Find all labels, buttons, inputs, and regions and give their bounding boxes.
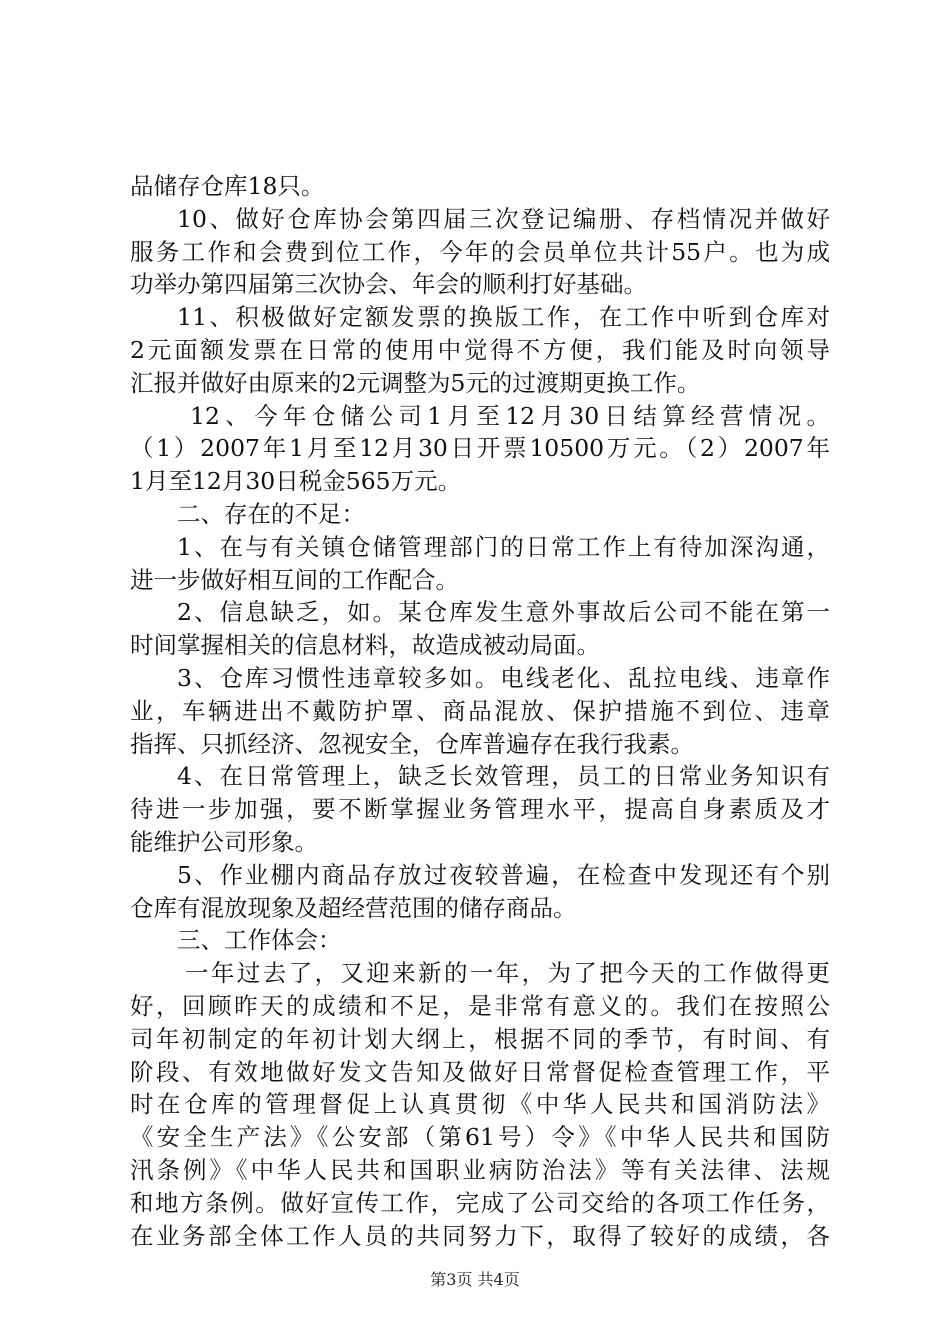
page-number-footer: 第3页 共4页 (430, 1270, 520, 1289)
text-line: 阶段、有效地做好发文告知及做好日常督促检查管理工作，平 (130, 1057, 830, 1086)
text-line: 1月至12月30日税金565万元。 (130, 467, 462, 496)
text-line: 好，回顾昨天的成绩和不足，是非常有意义的。我们在按照公 (130, 991, 830, 1020)
text-line: 功举办第四届第三次协会、年会的顺利打好基础。 (130, 270, 647, 299)
document-body (130, 170, 830, 1252)
text-line: 品储存仓库18只。 (130, 172, 325, 200)
text-line: 一年过去了，又迎来新的一年，为了把今天的工作做得更 (185, 959, 830, 988)
section-heading: 二、存在的不足： (177, 499, 365, 528)
text-line: 2、信息缺乏，如。某仓库发生意外事故后公司不能在第一 (177, 598, 830, 627)
text-line: 汇报并做好由原来的2元调整为5元的过渡期更换工作。 (130, 368, 701, 397)
text-line: 在业务部全体工作人员的共同努力下，取得了较好的成绩，各 (130, 1221, 830, 1250)
text-line: 《安全生产法》《公安部（第61号）令》《中华人民共和国防 (130, 1123, 830, 1152)
text-line: 待进一步加强，要不断掌握业务管理水平，提高自身素质及才 (130, 795, 830, 824)
text-line: 10、做好仓库协会第四届三次登记编册、存档情况并做好 (177, 204, 830, 233)
text-line: 和地方条例。做好宣传工作，完成了公司交给的各项工作任务， (130, 1188, 830, 1217)
text-line: 能维护公司形象。 (130, 827, 318, 856)
text-line: 11、积极做好定额发票的换版工作，在工作中听到仓库对 (177, 303, 830, 332)
text-line: 汛条例》《中华人民共和国职业病防治法》等有关法律、法规 (130, 1155, 830, 1184)
text-line: 5、作业棚内商品存放过夜较普遍，在检查中发现还有个别 (177, 860, 830, 889)
text-line: 12、今年仓储公司1月至12月30日结算经营情况。 (190, 401, 830, 430)
text-line: 1、在与有关镇仓储管理部门的日常工作上有待加深沟通， (177, 532, 830, 561)
text-line: （1）2007年1月至12月30日开票10500万元。（2）2007年 (130, 434, 830, 463)
text-line: 进一步做好相互间的工作配合。 (130, 565, 459, 594)
text-line: 仓库有混放现象及超经营范围的储存商品。 (130, 893, 577, 922)
section-heading: 三、工作体会： (177, 926, 342, 955)
text-line: 司年初制定的年初计划大纲上，根据不同的季节，有时间、有 (130, 1024, 830, 1053)
text-line: 指挥、只抓经济、忽视安全，仓库普遍存在我行我素。 (130, 729, 694, 758)
text-line: 时间掌握相关的信息材料，故造成被动局面。 (130, 631, 600, 660)
text-line: 4、在日常管理上，缺乏长效管理，员工的日常业务知识有 (177, 762, 830, 791)
text-line: 服务工作和会费到位工作，今年的会员单位共计55户。也为成 (130, 237, 830, 266)
text-line: 3、仓库习惯性违章较多如。电线老化、乱拉电线、违章作 (177, 663, 830, 692)
text-line: 业，车辆进出不戴防护罩、商品混放、保护措施不到位、违章 (130, 696, 830, 725)
text-line: 2元面额发票在日常的使用中觉得不方便，我们能及时向领导 (130, 335, 830, 364)
text-line: 时在仓库的管理督促上认真贯彻《中华人民共和国消防法》 (130, 1090, 830, 1119)
